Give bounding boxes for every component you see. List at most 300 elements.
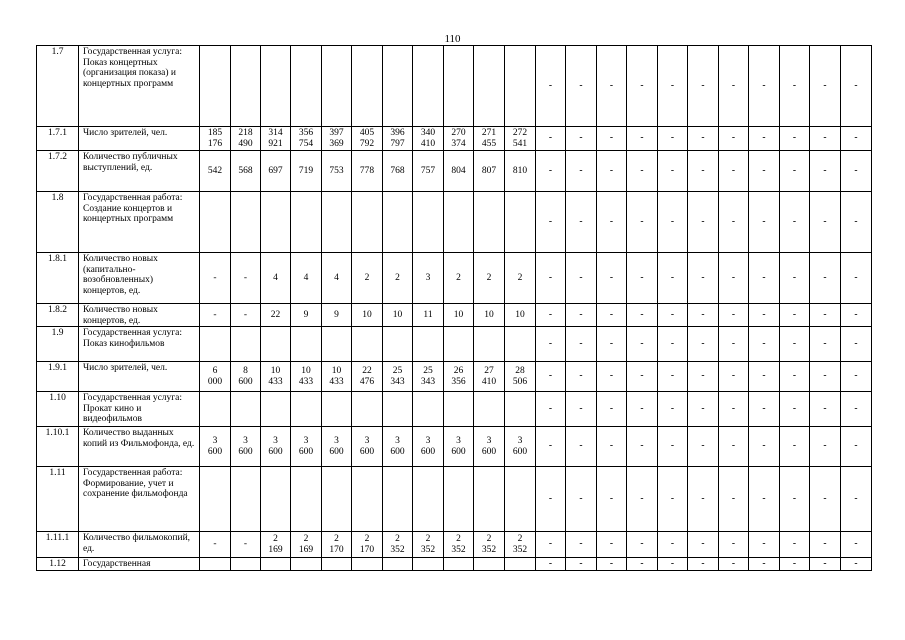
value-cell [444, 46, 474, 127]
value-cell: 25 343 [383, 362, 413, 392]
dash-cell: - [810, 151, 841, 192]
dash-cell: - [780, 558, 810, 571]
dash-cell: - [749, 304, 780, 327]
dash-cell: - [841, 253, 872, 304]
value-cell [291, 392, 322, 427]
value-cell: 2 [383, 253, 413, 304]
value-cell: 2 169 [291, 532, 322, 558]
value-cell: 10 [505, 304, 536, 327]
value-cell: 2 170 [352, 532, 383, 558]
dash-cell: - [536, 304, 566, 327]
value-cell [322, 467, 352, 532]
value-cell [505, 192, 536, 253]
indicators-table [36, 45, 872, 571]
value-cell [261, 392, 291, 427]
dash-cell: - [658, 427, 688, 467]
value-cell [261, 46, 291, 127]
dash-cell: - [688, 467, 719, 532]
dash-cell: - [536, 362, 566, 392]
value-cell [261, 327, 291, 362]
dash-cell: - [841, 127, 872, 151]
dash-cell: - [719, 558, 749, 571]
value-cell [322, 392, 352, 427]
row-name: Количество новых (капитально-возобновленных) концертов, ед. [79, 253, 200, 304]
dash-cell: - [536, 253, 566, 304]
dash-cell: - [566, 532, 597, 558]
value-cell [231, 467, 261, 532]
value-cell [474, 558, 505, 571]
value-cell: 9 [322, 304, 352, 327]
value-cell: 10 433 [322, 362, 352, 392]
page-number: 110 [444, 33, 461, 45]
table-row [37, 46, 872, 127]
dash-cell: - [597, 327, 627, 362]
value-cell: 3 [413, 253, 444, 304]
value-cell: 2 352 [505, 532, 536, 558]
dash-cell: - [536, 46, 566, 127]
value-cell: 3 600 [291, 427, 322, 467]
row-name: Государственная [79, 558, 200, 571]
dash-cell: - [658, 304, 688, 327]
dash-cell: - [658, 467, 688, 532]
value-cell: 2 170 [322, 532, 352, 558]
value-cell: 3 600 [444, 427, 474, 467]
value-cell [474, 327, 505, 362]
dash-cell: - [780, 127, 810, 151]
dash-cell: - [719, 151, 749, 192]
dash-cell: - [597, 46, 627, 127]
value-cell [352, 558, 383, 571]
table-row [37, 362, 872, 392]
dash-cell: - [810, 327, 841, 362]
dash-cell: - [780, 151, 810, 192]
row-code: 1.9.1 [37, 362, 79, 392]
value-cell [413, 392, 444, 427]
dash-cell: - [688, 253, 719, 304]
value-cell [291, 192, 322, 253]
dash-cell: - [658, 46, 688, 127]
value-cell: 2 352 [413, 532, 444, 558]
value-cell [231, 192, 261, 253]
dash-cell: - [780, 253, 810, 304]
dash-cell: - [566, 127, 597, 151]
row-code: 1.10.1 [37, 427, 79, 467]
value-cell [200, 558, 231, 571]
dash-cell: - [658, 362, 688, 392]
value-cell [413, 46, 444, 127]
row-code: 1.11.1 [37, 532, 79, 558]
value-cell: 2 [474, 253, 505, 304]
dash-cell: - [780, 427, 810, 467]
dash-cell: - [841, 192, 872, 253]
dash-cell: - [597, 362, 627, 392]
dash-cell: - [780, 362, 810, 392]
dash-cell: - [597, 558, 627, 571]
dash-cell: - [810, 362, 841, 392]
dash-cell: - [597, 192, 627, 253]
table-row [37, 392, 872, 427]
dash-cell: - [688, 558, 719, 571]
dash-cell: - [597, 392, 627, 427]
dash-cell: - [658, 392, 688, 427]
table-row [37, 327, 872, 362]
value-cell [291, 46, 322, 127]
row-code: 1.8.2 [37, 304, 79, 327]
value-cell: 542 [200, 151, 231, 192]
dash-cell: - [658, 192, 688, 253]
value-cell [261, 192, 291, 253]
value-cell [383, 327, 413, 362]
dash-cell: - [780, 327, 810, 362]
value-cell [352, 192, 383, 253]
dash-cell: - [658, 327, 688, 362]
dash-cell: - [780, 392, 810, 427]
value-cell [200, 392, 231, 427]
value-cell [413, 558, 444, 571]
value-cell: 2 352 [444, 532, 474, 558]
table-row [37, 192, 872, 253]
value-cell: 2 [505, 253, 536, 304]
value-cell: 3 600 [200, 427, 231, 467]
table-row [37, 558, 872, 571]
dash-cell: - [566, 304, 597, 327]
value-cell: 22 476 [352, 362, 383, 392]
value-cell: 405 792 [352, 127, 383, 151]
row-name: Количество фильмокопий, ед. [79, 532, 200, 558]
dash-cell: - [719, 327, 749, 362]
row-code: 1.11 [37, 467, 79, 532]
dash-cell: - [780, 467, 810, 532]
table-row [37, 304, 872, 327]
value-cell [413, 192, 444, 253]
dash-cell: - [749, 532, 780, 558]
value-cell: 768 [383, 151, 413, 192]
row-code: 1.7.1 [37, 127, 79, 151]
dash-cell: - [627, 304, 658, 327]
value-cell: 757 [413, 151, 444, 192]
value-cell: 25 343 [413, 362, 444, 392]
dash-cell: - [688, 392, 719, 427]
dash-cell: - [658, 127, 688, 151]
value-cell: 3 600 [413, 427, 444, 467]
value-cell [322, 327, 352, 362]
value-cell [474, 392, 505, 427]
value-cell: 9 [291, 304, 322, 327]
dash-cell: - [566, 46, 597, 127]
value-cell [200, 467, 231, 532]
value-cell: 27 410 [474, 362, 505, 392]
dash-cell: - [749, 327, 780, 362]
table-row [37, 427, 872, 467]
table-row [37, 532, 872, 558]
dash-cell: - [536, 127, 566, 151]
dash-cell: - [749, 467, 780, 532]
row-name: Государственная работа: Создание концертов и концертных программ [79, 192, 200, 253]
row-name: Государственная услуга: Прокат кино и видеофильмов [79, 392, 200, 427]
dash-cell: - [566, 558, 597, 571]
dash-cell: - [566, 467, 597, 532]
value-cell [505, 392, 536, 427]
dash-cell: - [536, 532, 566, 558]
table-row [37, 467, 872, 532]
value-cell [383, 558, 413, 571]
row-code: 1.10 [37, 392, 79, 427]
value-cell [413, 467, 444, 532]
value-cell [231, 46, 261, 127]
dash-cell: - [688, 362, 719, 392]
dash-cell: - [749, 362, 780, 392]
dash-cell: - [841, 304, 872, 327]
value-cell: 26 356 [444, 362, 474, 392]
dash-cell: - [566, 327, 597, 362]
value-cell: 340 410 [413, 127, 444, 151]
dash-cell: - [810, 46, 841, 127]
dash-cell: - [719, 46, 749, 127]
dash-cell: - [627, 46, 658, 127]
value-cell [444, 558, 474, 571]
value-cell: 719 [291, 151, 322, 192]
dash-cell: - [719, 532, 749, 558]
dash-cell: - [810, 192, 841, 253]
value-cell: 271 455 [474, 127, 505, 151]
value-cell [200, 327, 231, 362]
dash-cell: - [688, 327, 719, 362]
dash-cell: - [719, 127, 749, 151]
row-name: Государственная услуга: Показ кинофильмов [79, 327, 200, 362]
dash-cell: - [536, 427, 566, 467]
value-cell: 10 433 [261, 362, 291, 392]
value-cell [383, 392, 413, 427]
value-cell: 4 [261, 253, 291, 304]
dash-cell: - [627, 127, 658, 151]
value-cell [444, 467, 474, 532]
value-cell: - [231, 304, 261, 327]
dash-cell: - [536, 467, 566, 532]
dash-cell: - [566, 392, 597, 427]
dash-cell: - [810, 127, 841, 151]
dash-cell: - [810, 427, 841, 467]
value-cell [474, 192, 505, 253]
value-cell [474, 467, 505, 532]
dash-cell: - [810, 392, 841, 427]
value-cell [322, 558, 352, 571]
dash-cell: - [719, 362, 749, 392]
value-cell [200, 46, 231, 127]
value-cell: 2 169 [261, 532, 291, 558]
value-cell [505, 327, 536, 362]
row-name: Количество новых концертов, ед. [79, 304, 200, 327]
dash-cell: - [688, 192, 719, 253]
value-cell: 272 541 [505, 127, 536, 151]
value-cell: 778 [352, 151, 383, 192]
dash-cell: - [566, 427, 597, 467]
dash-cell: - [749, 151, 780, 192]
dash-cell: - [688, 127, 719, 151]
value-cell [261, 467, 291, 532]
dash-cell: - [627, 151, 658, 192]
value-cell [383, 192, 413, 253]
value-cell: 10 433 [291, 362, 322, 392]
dash-cell: - [810, 467, 841, 532]
value-cell [261, 558, 291, 571]
dash-cell: - [749, 46, 780, 127]
value-cell [231, 392, 261, 427]
dash-cell: - [627, 192, 658, 253]
value-cell [231, 558, 261, 571]
dash-cell: - [688, 151, 719, 192]
value-cell: 10 [352, 304, 383, 327]
row-code: 1.12 [37, 558, 79, 571]
dash-cell: - [658, 532, 688, 558]
dash-cell: - [841, 46, 872, 127]
value-cell [352, 327, 383, 362]
row-name: Количество публичных выступлений, ед. [79, 151, 200, 192]
value-cell: 3 600 [474, 427, 505, 467]
dash-cell: - [536, 392, 566, 427]
value-cell [413, 327, 444, 362]
dash-cell: - [749, 558, 780, 571]
value-cell: 356 754 [291, 127, 322, 151]
dash-cell: - [688, 46, 719, 127]
dash-cell: - [658, 253, 688, 304]
value-cell [322, 46, 352, 127]
dash-cell: - [566, 362, 597, 392]
dash-cell: - [688, 304, 719, 327]
value-cell [444, 192, 474, 253]
row-name: Количество выданных копий из Фильмофонда, ед. [79, 427, 200, 467]
value-cell: 10 [383, 304, 413, 327]
dash-cell: - [810, 558, 841, 571]
dash-cell: - [780, 192, 810, 253]
dash-cell: - [719, 467, 749, 532]
dash-cell: - [749, 253, 780, 304]
dash-cell: - [597, 253, 627, 304]
row-code: 1.8.1 [37, 253, 79, 304]
dash-cell: - [597, 532, 627, 558]
row-name: Число зрителей, чел. [79, 127, 200, 151]
value-cell: 3 600 [383, 427, 413, 467]
value-cell [505, 46, 536, 127]
value-cell [352, 46, 383, 127]
dash-cell: - [719, 427, 749, 467]
value-cell [383, 46, 413, 127]
value-cell: 807 [474, 151, 505, 192]
value-cell [291, 327, 322, 362]
value-cell: 2 352 [383, 532, 413, 558]
dash-cell: - [841, 151, 872, 192]
value-cell: 8 600 [231, 362, 261, 392]
dash-cell: - [627, 558, 658, 571]
dash-cell: - [536, 327, 566, 362]
dash-cell: - [627, 467, 658, 532]
value-cell: - [200, 253, 231, 304]
row-name: Число зрителей, чел. [79, 362, 200, 392]
value-cell: 753 [322, 151, 352, 192]
value-cell: 218 490 [231, 127, 261, 151]
dash-cell: - [841, 532, 872, 558]
dash-cell: - [749, 192, 780, 253]
dash-cell: - [536, 192, 566, 253]
value-cell: 22 [261, 304, 291, 327]
value-cell: 314 921 [261, 127, 291, 151]
dash-cell: - [627, 362, 658, 392]
row-code: 1.7.2 [37, 151, 79, 192]
value-cell: 3 600 [261, 427, 291, 467]
dash-cell: - [780, 46, 810, 127]
dash-cell: - [658, 151, 688, 192]
value-cell: 4 [291, 253, 322, 304]
value-cell: 4 [322, 253, 352, 304]
row-code: 1.7 [37, 46, 79, 127]
value-cell: 2 [352, 253, 383, 304]
dash-cell: - [627, 253, 658, 304]
dash-cell: - [627, 327, 658, 362]
value-cell [383, 467, 413, 532]
value-cell: 270 374 [444, 127, 474, 151]
value-cell [322, 192, 352, 253]
value-cell: 2 [444, 253, 474, 304]
dash-cell: - [597, 427, 627, 467]
table-row [37, 151, 872, 192]
dash-cell: - [627, 392, 658, 427]
dash-cell: - [536, 151, 566, 192]
dash-cell: - [566, 192, 597, 253]
value-cell: 3 600 [231, 427, 261, 467]
dash-cell: - [719, 392, 749, 427]
dash-cell: - [627, 427, 658, 467]
value-cell: 810 [505, 151, 536, 192]
value-cell [444, 327, 474, 362]
dash-cell: - [597, 304, 627, 327]
dash-cell: - [841, 392, 872, 427]
row-code: 1.9 [37, 327, 79, 362]
dash-cell: - [536, 558, 566, 571]
value-cell: 185 176 [200, 127, 231, 151]
value-cell [352, 467, 383, 532]
value-cell: 10 [474, 304, 505, 327]
dash-cell: - [810, 304, 841, 327]
value-cell: 397 369 [322, 127, 352, 151]
value-cell: 568 [231, 151, 261, 192]
row-code: 1.8 [37, 192, 79, 253]
value-cell: - [231, 253, 261, 304]
dash-cell: - [597, 151, 627, 192]
value-cell: 3 600 [505, 427, 536, 467]
value-cell: 804 [444, 151, 474, 192]
dash-cell: - [749, 427, 780, 467]
dash-cell: - [597, 127, 627, 151]
value-cell [505, 467, 536, 532]
dash-cell: - [780, 532, 810, 558]
value-cell [291, 558, 322, 571]
dash-cell: - [719, 253, 749, 304]
value-cell: 11 [413, 304, 444, 327]
value-cell: 396 797 [383, 127, 413, 151]
dash-cell: - [841, 327, 872, 362]
value-cell: 28 506 [505, 362, 536, 392]
dash-cell: - [719, 192, 749, 253]
table-row [37, 253, 872, 304]
value-cell: 6 000 [200, 362, 231, 392]
value-cell [231, 327, 261, 362]
dash-cell: - [749, 392, 780, 427]
value-cell: 2 352 [474, 532, 505, 558]
dash-cell: - [688, 532, 719, 558]
value-cell: - [231, 532, 261, 558]
value-cell: 3 600 [352, 427, 383, 467]
value-cell: 697 [261, 151, 291, 192]
value-cell [352, 392, 383, 427]
